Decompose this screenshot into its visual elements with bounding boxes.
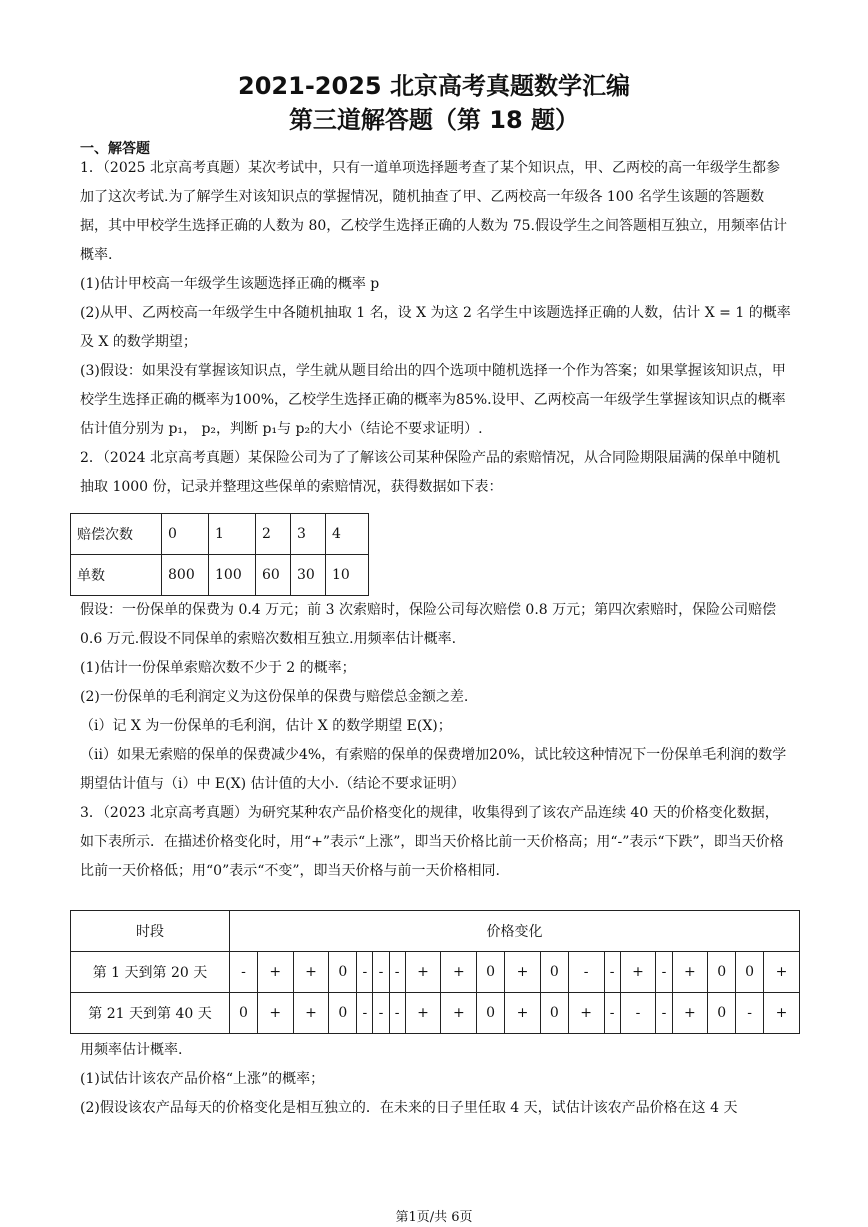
table-cell: 0 bbox=[162, 514, 209, 555]
price-change-cell: 0 bbox=[230, 993, 258, 1034]
q2-part2i: （i）记 X 为一份保单的毛利润，估计 X 的数学期望 E(X)； bbox=[80, 718, 452, 734]
q2-part2ii: （ii）如果无索赔的保单的保费减少4%，有索赔的保单的保费增加20%，试比较这种情况下一份保单毛利润的数学期望估计值与（i）中 E(X) 估计值的大小.（结论不要求证明） bbox=[80, 747, 787, 792]
section-heading: 一、解答题 bbox=[80, 141, 150, 157]
table-cell: 10 bbox=[326, 555, 369, 596]
price-change-cell: - bbox=[357, 993, 373, 1034]
price-change-cell: + bbox=[405, 993, 441, 1034]
table-row bbox=[71, 993, 800, 1034]
q3-note: 用频率估计概率. bbox=[80, 1042, 183, 1058]
price-change-cell: + bbox=[441, 952, 477, 993]
price-change-cell: + bbox=[620, 952, 656, 993]
q3-stem: 3．（2023 北京高考真题）为研究某种农产品价格变化的规律，收集得到了该农产品连续 40 天的价格变化数据，如下表所示．在描述价格变化时，用“+”表示“上涨”，即当天价格比前一天价格高；用“-”表示“下跌”，即当天价格比前一天价格低；用“0”表示“不变”，即当天价格与前一天价格相同. bbox=[80, 805, 784, 879]
price-change-cell: 0 bbox=[708, 952, 736, 993]
table-cell: 赔偿次数 bbox=[71, 514, 162, 555]
price-change-cell: + bbox=[293, 952, 329, 993]
question-3-body bbox=[80, 1036, 792, 1123]
price-change-cell: + bbox=[405, 952, 441, 993]
price-change-cell: - bbox=[373, 952, 389, 993]
q3-part1: (1)试估计该农产品价格“上涨”的概率； bbox=[80, 1071, 325, 1087]
price-change-cell: 0 bbox=[540, 952, 568, 993]
price-change-cell: 0 bbox=[329, 952, 357, 993]
table-cell: 800 bbox=[162, 555, 209, 596]
q1-part1: (1)估计甲校高一年级学生该题选择正确的概率 p bbox=[80, 276, 380, 292]
price-change-cell: - bbox=[736, 993, 764, 1034]
price-change-cell: - bbox=[604, 993, 620, 1034]
table-cell: 3 bbox=[291, 514, 326, 555]
document-title: 2021-2025 北京高考真题数学汇编 bbox=[238, 72, 630, 100]
table-cell: 单数 bbox=[71, 555, 162, 596]
table-cell: 第 1 天到第 20 天 bbox=[71, 952, 230, 993]
price-change-cell: + bbox=[672, 993, 708, 1034]
price-change-cell: - bbox=[656, 952, 672, 993]
q2-part1: (1)估计一份保单索赔次数不少于 2 的概率； bbox=[80, 660, 356, 676]
table-row bbox=[71, 911, 800, 952]
price-change-cell: - bbox=[230, 952, 258, 993]
table-header-cell: 时段 bbox=[71, 911, 230, 952]
claims-table bbox=[70, 513, 369, 596]
table-header-cell: 价格变化 bbox=[230, 911, 800, 952]
price-change-cell: + bbox=[293, 993, 329, 1034]
table-cell: 第 21 天到第 40 天 bbox=[71, 993, 230, 1034]
price-change-cell: + bbox=[505, 993, 541, 1034]
price-change-cell: - bbox=[373, 993, 389, 1034]
page-footer: 第1页/共 6页 bbox=[395, 1210, 473, 1225]
q3-part2: (2)假设该农产品每天的价格变化是相互独立的．在未来的日子里任取 4 天，试估计该农产品价格在这 4 天 bbox=[80, 1100, 738, 1116]
price-change-cell: - bbox=[389, 952, 405, 993]
price-change-cell: 0 bbox=[477, 952, 505, 993]
price-change-cell: - bbox=[656, 993, 672, 1034]
table-row bbox=[71, 952, 800, 993]
price-change-cell: + bbox=[764, 952, 800, 993]
q1-part3: (3)假设：如果没有掌握该知识点，学生就从题目给出的四个选项中随机选择一个作为答案；如果掌握该知识点，甲校学生选择正确的概率为100%，乙校学生选择正确的概率为85%.设甲、乙两校高一年级学生掌握该知识点的概率估计值分别为 p₁， p₂，判断 p₁与 p₂的大小（结论不要求证明）. bbox=[80, 363, 786, 437]
q1-stem: 1．（2025 北京高考真题）某次考试中，只有一道单项选择题考查了某个知识点，甲、乙两校的高一年级学生都参加了这次考试.为了解学生对该知识点的掌握情况，随机抽查了甲、乙两校高一年级各 100 名学生该题的答题数据，其中甲校学生选择正确的人数为 80，乙校学生选择正确的人数为 75.假设学生之间答题相互独立，用频率估计概率. bbox=[80, 160, 787, 263]
table-row bbox=[71, 514, 369, 555]
price-change-cell: + bbox=[672, 952, 708, 993]
q1-part2: (2)从甲、乙两校高一年级学生中各随机抽取 1 名，设 X 为这 2 名学生中该题选择正确的人数，估计 X = 1 的概率及 X 的数学期望； bbox=[80, 305, 791, 350]
price-change-cell: + bbox=[764, 993, 800, 1034]
table-cell: 4 bbox=[326, 514, 369, 555]
price-change-cell: + bbox=[441, 993, 477, 1034]
price-change-cell: 0 bbox=[708, 993, 736, 1034]
price-change-cell: 0 bbox=[329, 993, 357, 1034]
table-cell: 30 bbox=[291, 555, 326, 596]
price-change-cell: - bbox=[568, 952, 604, 993]
price-change-cell: + bbox=[568, 993, 604, 1034]
table-cell: 100 bbox=[209, 555, 256, 596]
table-cell: 60 bbox=[256, 555, 291, 596]
price-change-cell: - bbox=[620, 993, 656, 1034]
q2-stem: 2．（2024 北京高考真题）某保险公司为了了解该公司某种保险产品的索赔情况，从合同险期限届满的保单中随机抽取 1000 份，记录并整理这些保单的索赔情况，获得数据如下表： bbox=[80, 450, 780, 495]
table-row bbox=[71, 555, 369, 596]
price-change-cell: - bbox=[357, 952, 373, 993]
price-change-cell: + bbox=[257, 993, 293, 1034]
table-cell: 2 bbox=[256, 514, 291, 555]
price-change-cell: + bbox=[257, 952, 293, 993]
price-change-cell: + bbox=[505, 952, 541, 993]
price-change-cell: 0 bbox=[736, 952, 764, 993]
q2-part2: (2)一份保单的毛利润定义为这份保单的保费与赔偿总金额之差. bbox=[80, 689, 469, 705]
price-change-cell: - bbox=[604, 952, 620, 993]
price-change-cell: - bbox=[389, 993, 405, 1034]
table-cell: 1 bbox=[209, 514, 256, 555]
question-2-body bbox=[80, 596, 792, 886]
q2-assumption: 假设：一份保单的保费为 0.4 万元；前 3 次索赔时，保险公司每次赔偿 0.8 万元；第四次索赔时，保险公司赔偿 0.6 万元.假设不同保单的索赔次数相互独立.用频率估计概率. bbox=[80, 602, 777, 647]
price-change-cell: 0 bbox=[477, 993, 505, 1034]
question-1 bbox=[80, 154, 792, 502]
price-change-table bbox=[70, 910, 800, 1034]
document-subtitle: 第三道解答题（第 18 题） bbox=[288, 106, 580, 134]
price-change-cell: 0 bbox=[540, 993, 568, 1034]
